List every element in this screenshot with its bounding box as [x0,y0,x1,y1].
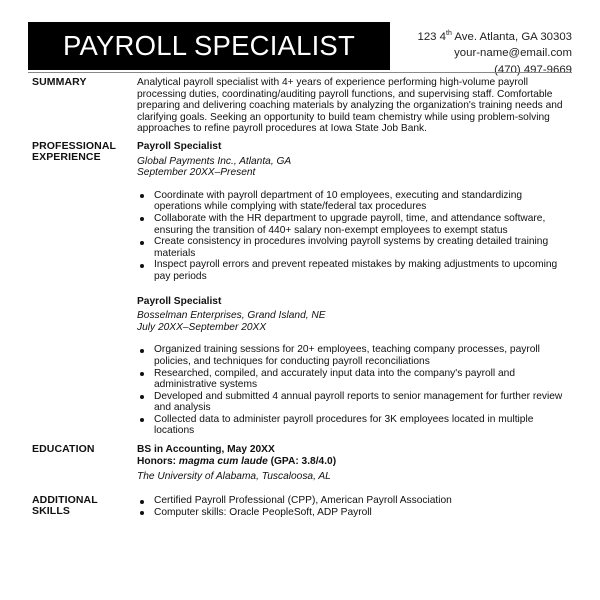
email: your-name@email.com [454,47,572,60]
school: The University of Alabama, Tuscaloosa, AL [137,471,331,483]
phone: (470) 497-9669 [494,63,572,76]
list-item: Collected data to administer payroll procedures for 3K employees located in multiple locations [137,414,571,437]
experience-content [137,141,571,437]
list-item: Developed and submitted 4 annual payroll reports to senior management for further review and analysis [137,391,571,414]
job-dates: September 20XX–Present [137,167,256,179]
degree: BS in Accounting, May 20XX [137,444,275,455]
list-item: Organized training sessions for 20+ employees, teaching company processes, payroll policies, and techniques for conducting payroll reconciliations [137,344,571,367]
contact-info [418,26,572,78]
summary-text: Analytical payroll specialist with 4+ years of experience performing high-volume payroll processing duties, coordinating/auditing payroll functions, and supervising staff. Comfortable preparing and delivering coaching materials by analyzing the organization's training needs and clarifying goals. Seeking an opportunity to build team chemistry while using problem-solving approaches to refine payroll procedures at Iowa State Job Bank. [137,77,563,135]
skills-list [137,495,571,518]
job-entry [137,296,571,438]
address: 123 4th Ave. Atlanta, GA 30303 [417,30,572,43]
skills-label: ADDITIONAL SKILLS [32,494,98,517]
summary-content [137,77,571,135]
job-company: Bosselman Enterprises, Grand Island, NE [137,310,326,322]
job-entry [137,141,571,283]
job-bullets [137,190,571,283]
education-content [137,444,571,483]
resume-title: PAYROLL SPECIALIST [28,22,390,70]
job-dates: July 20XX–September 20XX [137,321,267,333]
list-item: Researched, compiled, and accurately input data into the company's payroll and administrative systems [137,368,571,391]
list-item: Inspect payroll errors and prevent repeated mistakes by making adjustments to upcoming pay periods [137,259,571,282]
education-label: EDUCATION [32,443,95,455]
header-divider [28,72,572,73]
job-bullets [137,344,571,437]
list-item: Computer skills: Oracle PeopleSoft, ADP Payroll [137,507,571,519]
list-item: Create consistency in procedures involving payroll systems by creating detailed training materials [137,236,571,259]
honors: Honors: magma cum laude (GPA: 3.8/4.0) [137,455,337,467]
experience-label: PROFESSIONAL EXPERIENCE [32,140,117,163]
list-item: Certified Payroll Professional (CPP), American Payroll Association [137,495,571,507]
summary-label: SUMMARY [32,76,87,88]
list-item: Coordinate with payroll department of 10 employees, executing and standardizing operations while complying with state/federal tax procedures [137,190,571,213]
list-item: Collaborate with the HR department to upgrade payroll, time, and attendance software, ensuring the transition of 440+ salary non-exempt employees to exempt status [137,213,571,236]
job-title: Payroll Specialist [137,295,222,307]
job-company: Global Payments Inc., Atlanta, GA [137,155,292,167]
job-title: Payroll Specialist [137,141,222,152]
skills-content [137,495,571,518]
